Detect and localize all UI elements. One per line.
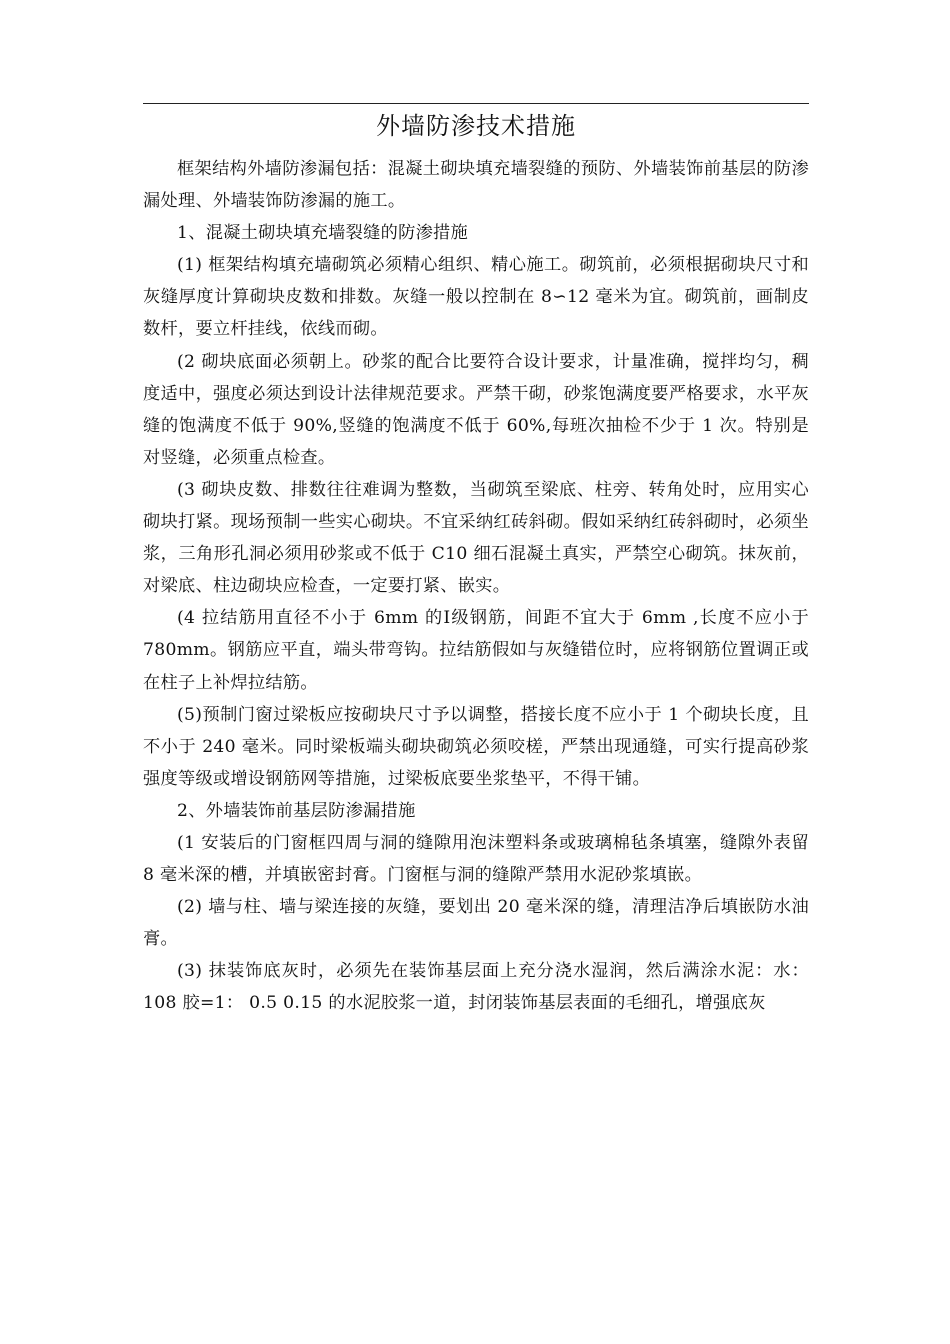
- paragraph-1-1: (1) 框架结构填充墙砌筑必须精心组织、精心施工。砌筑前，必须根据砌块尺寸和灰缝厚度计算砌块皮数和排数。灰缝一般以控制在 8∽12 毫米为宜。砌筑前，画制皮数杆，要立杆挂线，依线而砌。: [143, 255, 809, 340]
- document-body: [143, 153, 809, 1020]
- section-heading-1: 1、混凝土砌块填充墙裂缝的防渗措施: [177, 223, 469, 244]
- paragraph-2-1: (1 安装后的门窗框四周与洞的缝隙用泡沫塑料条或玻璃棉毡条填塞，缝隙外表留 8 毫米深的槽，并填嵌密封膏。门窗框与洞的缝隙严禁用水泥砂浆填嵌。: [143, 832, 809, 886]
- header-rule: [143, 103, 809, 104]
- paragraph-1-2: (2 砌块底面必须朝上。砂浆的配合比要符合设计要求，计量准确，搅拌均匀，稠度适中，强度必须达到设计法律规范要求。严禁干砌，砂浆饱满度要严格要求，水平灰缝的饱满度不低于 90%,竖缝的饱满度不低于 60%,每班次抽检不少于 1 次。特别是对竖缝，必须重点检查。: [143, 351, 809, 468]
- page-title: 外墙防渗技术措施: [376, 112, 576, 140]
- paragraph-2-3: (3) 抹装饰底灰时，必须先在装饰基层面上充分浇水湿润，然后满涂水泥：水：108 胶=1： 0.5 0.15 的水泥胶浆一道，封闭装饰基层表面的毛细孔，增强底灰: [143, 961, 809, 1014]
- paragraph-1-5: (5)预制门窗过梁板应按砌块尺寸予以调整，搭接长度不应小于 1 个砌块长度，且不小于 240 毫米。同时梁板端头砌块砌筑必须咬槎，严禁出现通缝，可实行提高砂浆强度等级或增设钢筋网等措施，过梁板底要坐浆垫平，不得干铺。: [143, 704, 809, 789]
- paragraph-1-3: (3 砌块皮数、排数往往难调为整数，当砌筑至梁底、柱旁、转角处时，应用实心砌块打紧。现场预制一些实心砌块。不宜采纳红砖斜砌。假如采纳红砖斜砌时，必须坐浆，三角形孔洞必须用砂浆或不低于 C10 细石混凝土真实，严禁空心砌筑。抹灰前，对梁底、柱边砌块应检查，一定要打紧、嵌实。: [143, 479, 809, 597]
- intro-paragraph: 框架结构外墙防渗漏包括：混凝土砌块填充墙裂缝的预防、外墙装饰前基层的防渗漏处理、外墙装饰防渗漏的施工。: [143, 159, 809, 212]
- paragraph-1-4: (4 拉结筋用直径不小于 6mm 的Ⅰ级钢筋，间距不宜大于 6mm ,长度不应小于 780mm。钢筋应平直，端头带弯钩。拉结筋假如与灰缝错位时，应将钢筋位置调正或在柱子上补焊拉结筋。: [143, 608, 809, 693]
- paragraph-2-2: (2) 墙与柱、墙与梁连接的灰缝，要划出 20 毫米深的缝，清理洁净后填嵌防水油膏。: [143, 897, 809, 950]
- section-heading-2: 2、外墙装饰前基层防渗漏措施: [177, 800, 416, 821]
